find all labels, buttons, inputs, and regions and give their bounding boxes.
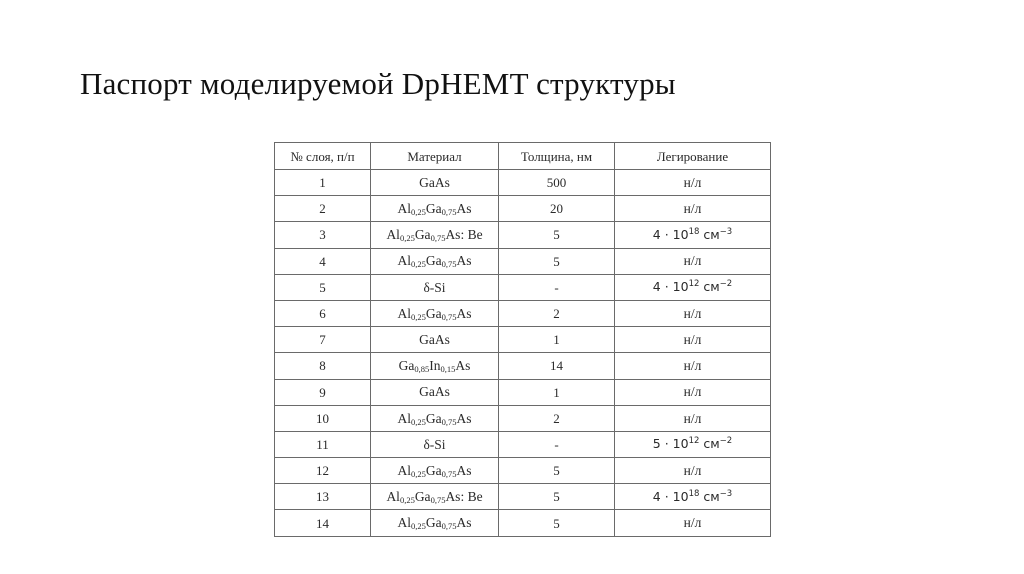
doping-base: 4 · 10 [652, 488, 689, 504]
cell-thickness: 5 [499, 458, 615, 484]
cell-layer-number: 1 [275, 170, 371, 196]
table-row [275, 300, 771, 326]
cell-material [371, 196, 499, 222]
table-row [275, 458, 771, 484]
doping-unit: см [699, 436, 720, 452]
cell-material [371, 405, 499, 431]
material-subscript: 0,25 [399, 495, 415, 506]
material-subscript: 0,75 [441, 521, 457, 532]
material-subscript: 0,25 [410, 416, 426, 427]
doping-exponent: 12 [688, 279, 700, 290]
doping-unit-exponent: −2 [719, 436, 733, 447]
structure-table-container [274, 142, 770, 537]
material-text: As [455, 358, 471, 374]
cell-layer-number: 4 [275, 248, 371, 274]
cell-layer-number: 8 [275, 353, 371, 379]
cell-thickness: 1 [499, 327, 615, 353]
cell-material [371, 510, 499, 536]
material-text: δ-Si [423, 279, 446, 295]
structure-table [274, 142, 771, 537]
cell-material [371, 300, 499, 326]
cell-material [371, 484, 499, 510]
table-row [275, 484, 771, 510]
doping-unit-exponent: −2 [719, 279, 733, 290]
cell-layer-number: 5 [275, 274, 371, 300]
doping-unit: см [699, 226, 720, 242]
cell-layer-number: 14 [275, 510, 371, 536]
cell-doping: н/л [615, 405, 771, 431]
cell-doping: н/л [615, 196, 771, 222]
material-text: Al [397, 201, 411, 217]
cell-layer-number: 12 [275, 458, 371, 484]
doping-unit-exponent: −3 [719, 488, 733, 499]
cell-layer-number: 11 [275, 431, 371, 457]
table-row [275, 327, 771, 353]
header-doping: Легирование [615, 143, 771, 170]
material-text: As [456, 410, 472, 426]
table-row [275, 353, 771, 379]
material-text: As: Be [445, 489, 483, 505]
material-text: Al [386, 489, 400, 505]
doping-unit: см [699, 279, 720, 295]
material-subscript: 0,25 [410, 521, 426, 532]
material-text: Ga [398, 358, 415, 374]
doping-base: 4 · 10 [652, 279, 689, 295]
material-subscript: 0,25 [410, 468, 426, 479]
cell-thickness: 2 [499, 405, 615, 431]
material-subscript: 0,25 [410, 207, 426, 218]
cell-material [371, 170, 499, 196]
cell-material [371, 379, 499, 405]
table-row [275, 510, 771, 536]
cell-layer-number: 6 [275, 300, 371, 326]
cell-doping [615, 222, 771, 248]
material-text: Ga [425, 305, 442, 321]
cell-doping: н/л [615, 510, 771, 536]
cell-layer-number: 7 [275, 327, 371, 353]
material-text: GaAs [419, 331, 450, 347]
material-text: GaAs [419, 384, 450, 400]
table-row [275, 196, 771, 222]
cell-doping: н/л [615, 353, 771, 379]
doping-exponent: 12 [688, 436, 700, 447]
cell-thickness: 500 [499, 170, 615, 196]
material-subscript: 0,85 [414, 364, 430, 375]
material-subscript: 0,75 [430, 233, 446, 244]
doping-unit: см [699, 488, 720, 504]
cell-material [371, 274, 499, 300]
material-text: Ga [414, 489, 431, 505]
material-text: Ga [425, 462, 442, 478]
material-text: Al [397, 253, 411, 269]
header-thickness: Толщина, нм [499, 143, 615, 170]
material-subscript: 0,25 [410, 259, 426, 270]
header-material: Материал [371, 143, 499, 170]
material-text: Ga [425, 253, 442, 269]
table-header-row [275, 143, 771, 170]
material-text: As [456, 305, 472, 321]
cell-doping: н/л [615, 300, 771, 326]
material-text: GaAs [419, 174, 450, 190]
table-row [275, 222, 771, 248]
doping-base: 5 · 10 [652, 436, 689, 452]
cell-thickness: 14 [499, 353, 615, 379]
table-row [275, 170, 771, 196]
doping-base: 4 · 10 [652, 226, 689, 242]
material-text: Ga [425, 201, 442, 217]
header-layer-number: № слоя, п/п [275, 143, 371, 170]
table-row [275, 379, 771, 405]
doping-unit-exponent: −3 [719, 226, 733, 237]
material-text: In [429, 358, 441, 374]
material-text: Al [397, 462, 411, 478]
material-subscript: 0,75 [430, 495, 446, 506]
material-text: As [456, 515, 472, 531]
cell-thickness: 20 [499, 196, 615, 222]
doping-exponent: 18 [688, 488, 700, 499]
cell-doping: н/л [615, 327, 771, 353]
cell-doping: н/л [615, 379, 771, 405]
cell-layer-number: 2 [275, 196, 371, 222]
table-body [275, 170, 771, 537]
material-subscript: 0,75 [441, 259, 457, 270]
cell-doping: н/л [615, 458, 771, 484]
cell-doping [615, 274, 771, 300]
cell-thickness: 5 [499, 484, 615, 510]
material-text: δ-Si [423, 436, 446, 452]
cell-material [371, 353, 499, 379]
cell-doping [615, 431, 771, 457]
cell-thickness: 5 [499, 248, 615, 274]
cell-thickness: 2 [499, 300, 615, 326]
cell-material [371, 458, 499, 484]
material-text: Al [397, 410, 411, 426]
material-subscript: 0,75 [441, 468, 457, 479]
material-text: Al [386, 227, 400, 243]
table-row [275, 274, 771, 300]
material-text: Ga [425, 515, 442, 531]
cell-thickness: 1 [499, 379, 615, 405]
cell-material [371, 327, 499, 353]
material-text: As: Be [445, 227, 483, 243]
cell-material [371, 248, 499, 274]
cell-material [371, 431, 499, 457]
cell-layer-number: 9 [275, 379, 371, 405]
material-text: Al [397, 515, 411, 531]
cell-thickness: 5 [499, 222, 615, 248]
cell-layer-number: 13 [275, 484, 371, 510]
material-text: Al [397, 305, 411, 321]
cell-layer-number: 3 [275, 222, 371, 248]
cell-doping: н/л [615, 248, 771, 274]
material-subscript: 0,25 [399, 233, 415, 244]
material-text: As [456, 201, 472, 217]
material-text: As [456, 462, 472, 478]
cell-doping: н/л [615, 170, 771, 196]
material-subscript: 0,75 [441, 207, 457, 218]
cell-doping [615, 484, 771, 510]
table-row [275, 431, 771, 457]
material-subscript: 0,15 [440, 364, 456, 375]
cell-thickness: - [499, 431, 615, 457]
cell-material [371, 222, 499, 248]
cell-layer-number: 10 [275, 405, 371, 431]
doping-exponent: 18 [688, 226, 700, 237]
slide-title: Паспорт моделируемой DpHEMT структуры [80, 66, 676, 101]
cell-thickness: 5 [499, 510, 615, 536]
material-text: Ga [425, 410, 442, 426]
cell-thickness: - [499, 274, 615, 300]
material-subscript: 0,75 [441, 416, 457, 427]
table-row [275, 248, 771, 274]
material-text: Ga [414, 227, 431, 243]
material-subscript: 0,25 [410, 311, 426, 322]
table-row [275, 405, 771, 431]
material-subscript: 0,75 [441, 311, 457, 322]
material-text: As [456, 253, 472, 269]
